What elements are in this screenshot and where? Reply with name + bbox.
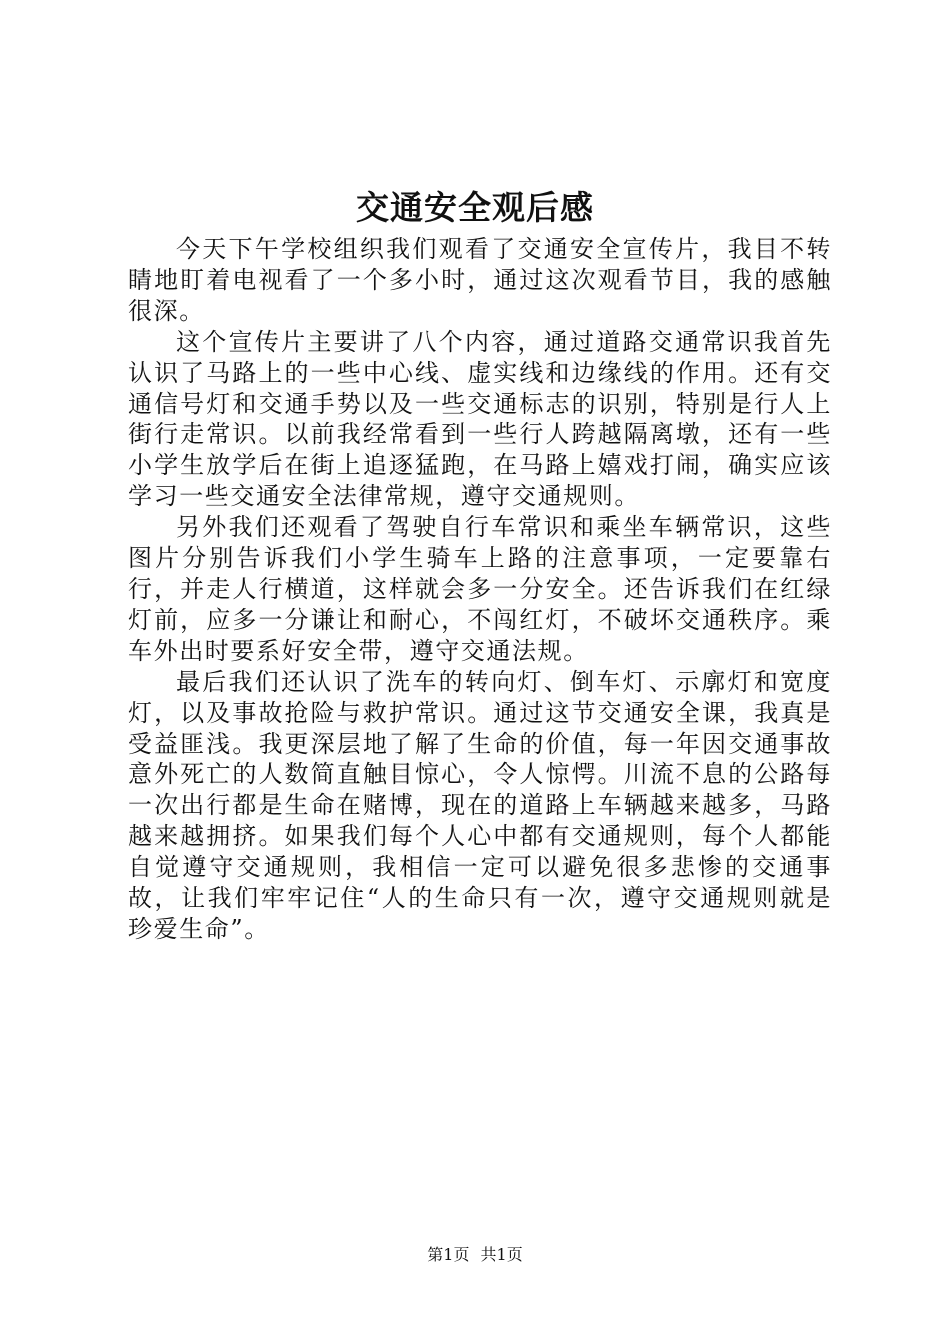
paragraph-1: 今天下午学校组织我们观看了交通安全宣传片，我目不转睛地盯着电视看了一个多小时，通过这次观看节目，我的感触很深。 [128,235,832,325]
page-footer [0,1244,950,1266]
paragraph-4: 最后我们还认识了洗车的转向灯、倒车灯、示廓灯和宽度灯，以及事故抢险与救护常识。通过这节交通安全课，我真是受益匪浅。我更深层地了解了生命的价值，每一年因交通事故意外死亡的人数简直触目惊心，令人惊愕。川流不息的公路每一次出行都是生命在赌博，现在的道路上车辆越来越多，马路越来越拥挤。如果我们每个人心中都有交通规则，每个人都能自觉遵守交通规则，我相信一定可以避免很多悲惨的交通事故，让我们牢牢记住“人的生命只有一次，遵守交通规则就是珍爱生命”。 [128,667,832,943]
paragraph-3: 另外我们还观看了驾驶自行车常识和乘坐车辆常识，这些图片分别告诉我们小学生骑车上路的注意事项，一定要靠右行，并走人行横道，这样就会多一分安全。还告诉我们在红绿灯前，应多一分谦让和耐心，不闯红灯，不破坏交通秩序。乘车外出时要系好安全带，遵守交通法规。 [128,513,832,665]
page-number-total: 共1页 [480,1245,523,1264]
paragraph-2: 这个宣传片主要讲了八个内容，通过道路交通常识我首先认识了马路上的一些中心线、虚实线和边缘线的作用。还有交通信号灯和交通手势以及一些交通标志的识别，特别是行人上街行走常识。以前我经常看到一些行人跨越隔离墩，还有一些小学生放学后在街上追逐猛跑，在马路上嬉戏打闹，确实应该学习一些交通安全法律常规，遵守交通规则。 [128,327,832,511]
document-title: 交通安全观后感 [356,188,594,227]
page-number-current: 第1页 [427,1245,470,1264]
document-body [128,234,832,945]
